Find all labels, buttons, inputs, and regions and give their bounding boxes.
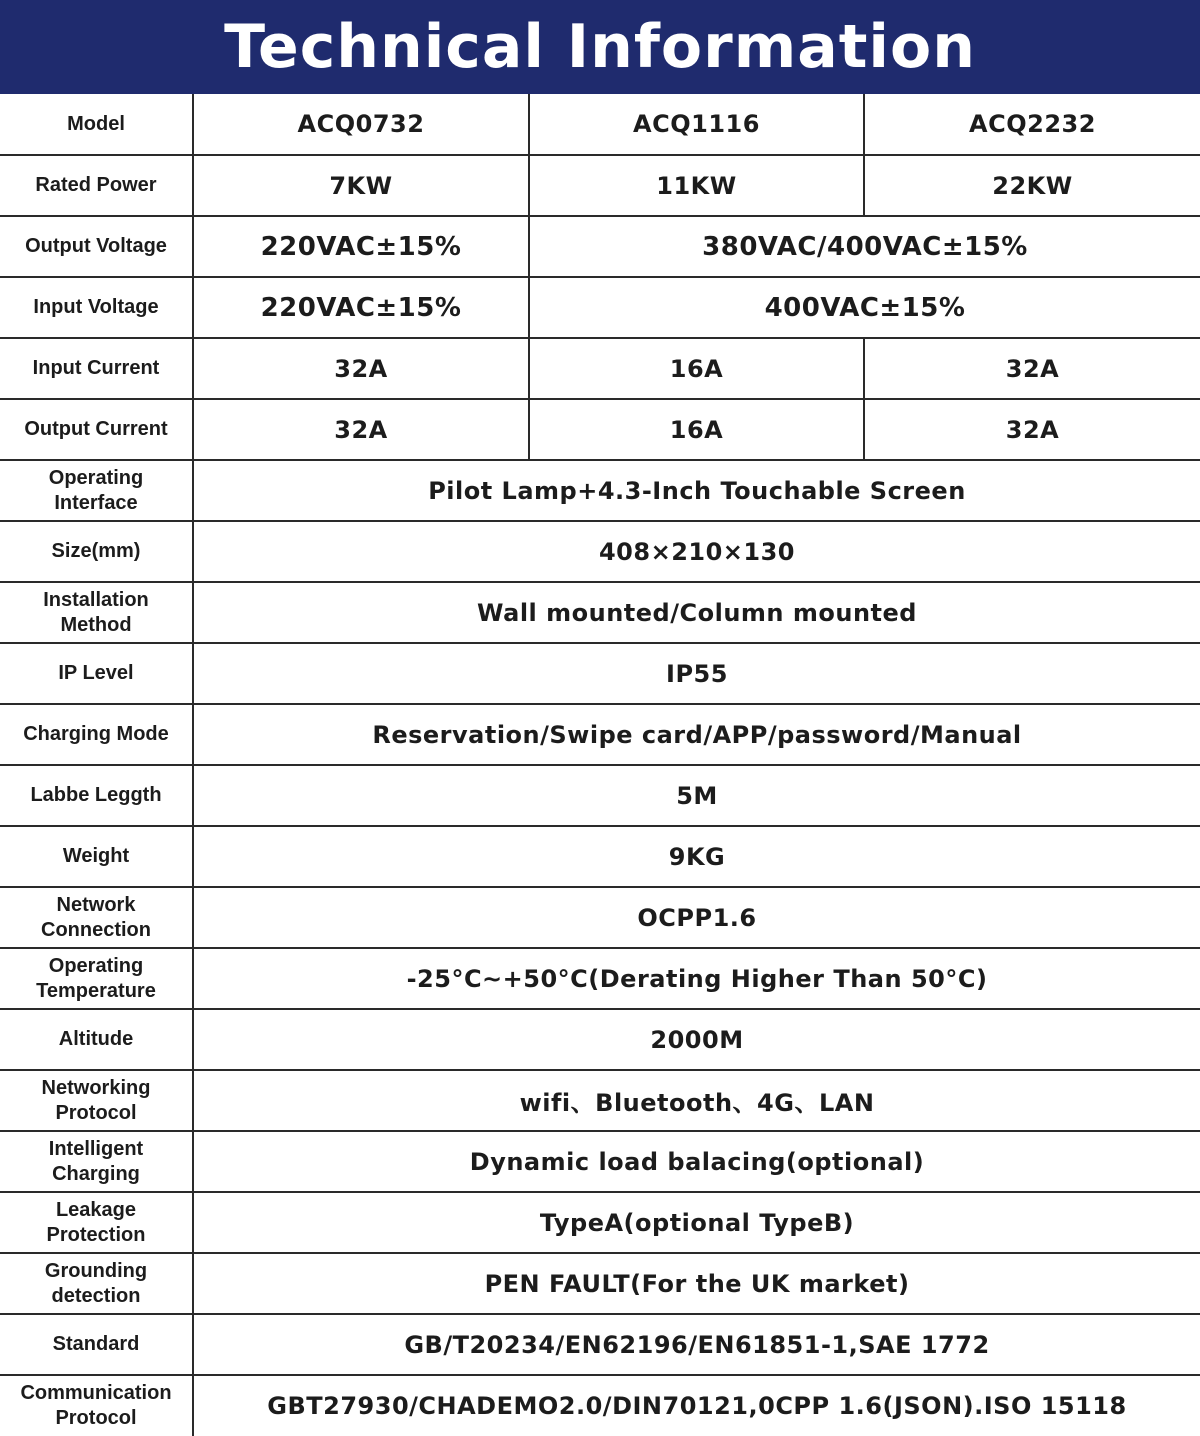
cell-value: wifi、Bluetooth、4G、LAN [193, 1070, 1200, 1131]
table-row [0, 1131, 1200, 1192]
table-row [0, 1070, 1200, 1131]
row-label: Network Connection [0, 887, 193, 948]
table-row [0, 277, 1200, 338]
cell-value: GBT27930/CHADEMO2.0/DIN70121,0CPP 1.6(JSON).ISO 15118 [193, 1375, 1200, 1436]
cell-value: 16A [529, 338, 864, 399]
row-label: Operating Interface [0, 460, 193, 521]
table-row [0, 826, 1200, 887]
table-row [0, 1314, 1200, 1375]
row-label: Output Current [0, 399, 193, 460]
row-label: Intelligent Charging [0, 1131, 193, 1192]
cell-value: 16A [529, 399, 864, 460]
table-row [0, 887, 1200, 948]
cell-value: ACQ1116 [529, 94, 864, 155]
row-label: Operating Temperature [0, 948, 193, 1009]
table-row [0, 765, 1200, 826]
cell-value: 220VAC±15% [193, 216, 529, 277]
row-label: IP Level [0, 643, 193, 704]
cell-value: 408×210×130 [193, 521, 1200, 582]
cell-value: 220VAC±15% [193, 277, 529, 338]
row-label: Labbe Leggth [0, 765, 193, 826]
table-row [0, 704, 1200, 765]
row-label: Altitude [0, 1009, 193, 1070]
spec-table [0, 94, 1200, 1436]
cell-value: PEN FAULT(For the UK market) [193, 1253, 1200, 1314]
row-label: Installation Method [0, 582, 193, 643]
table-row [0, 338, 1200, 399]
row-label: Grounding detection [0, 1253, 193, 1314]
cell-value: 9KG [193, 826, 1200, 887]
cell-value: IP55 [193, 643, 1200, 704]
cell-value: 380VAC/400VAC±15% [529, 216, 1200, 277]
cell-value: 2000M [193, 1009, 1200, 1070]
row-label: Rated Power [0, 155, 193, 216]
table-row [0, 582, 1200, 643]
row-label: Charging Mode [0, 704, 193, 765]
table-row [0, 155, 1200, 216]
cell-value: Wall mounted/Column mounted [193, 582, 1200, 643]
table-row [0, 1192, 1200, 1253]
cell-value: Pilot Lamp+4.3-Inch Touchable Screen [193, 460, 1200, 521]
row-label: Input Voltage [0, 277, 193, 338]
table-row [0, 521, 1200, 582]
cell-value: ACQ0732 [193, 94, 529, 155]
cell-value: 32A [864, 338, 1200, 399]
cell-value: Dynamic load balacing(optional) [193, 1131, 1200, 1192]
table-row [0, 216, 1200, 277]
row-label: Input Current [0, 338, 193, 399]
table-row [0, 1375, 1200, 1436]
table-row [0, 948, 1200, 1009]
table-row [0, 1253, 1200, 1314]
cell-value: 400VAC±15% [529, 277, 1200, 338]
cell-value: 32A [193, 338, 529, 399]
row-label: Communication Protocol [0, 1375, 193, 1436]
row-label: Output Voltage [0, 216, 193, 277]
cell-value: GB/T20234/EN62196/EN61851-1,SAE 1772 [193, 1314, 1200, 1375]
table-row [0, 643, 1200, 704]
cell-value: 32A [193, 399, 529, 460]
cell-value: OCPP1.6 [193, 887, 1200, 948]
row-label: Size(mm) [0, 521, 193, 582]
cell-value: -25°C~+50°C(Derating Higher Than 50°C) [193, 948, 1200, 1009]
cell-value: Reservation/Swipe card/APP/password/Manual [193, 704, 1200, 765]
page-title: Technical Information [0, 0, 1200, 94]
row-label: Weight [0, 826, 193, 887]
cell-value: 11KW [529, 155, 864, 216]
table-row [0, 399, 1200, 460]
cell-value: 32A [864, 399, 1200, 460]
cell-value: TypeA(optional TypeB) [193, 1192, 1200, 1253]
cell-value: ACQ2232 [864, 94, 1200, 155]
cell-value: 7KW [193, 155, 529, 216]
table-row [0, 460, 1200, 521]
row-label: Standard [0, 1314, 193, 1375]
table-row [0, 1009, 1200, 1070]
row-label: Model [0, 94, 193, 155]
cell-value: 22KW [864, 155, 1200, 216]
cell-value: 5M [193, 765, 1200, 826]
row-label: Leakage Protection [0, 1192, 193, 1253]
row-label: Networking Protocol [0, 1070, 193, 1131]
table-row [0, 94, 1200, 155]
